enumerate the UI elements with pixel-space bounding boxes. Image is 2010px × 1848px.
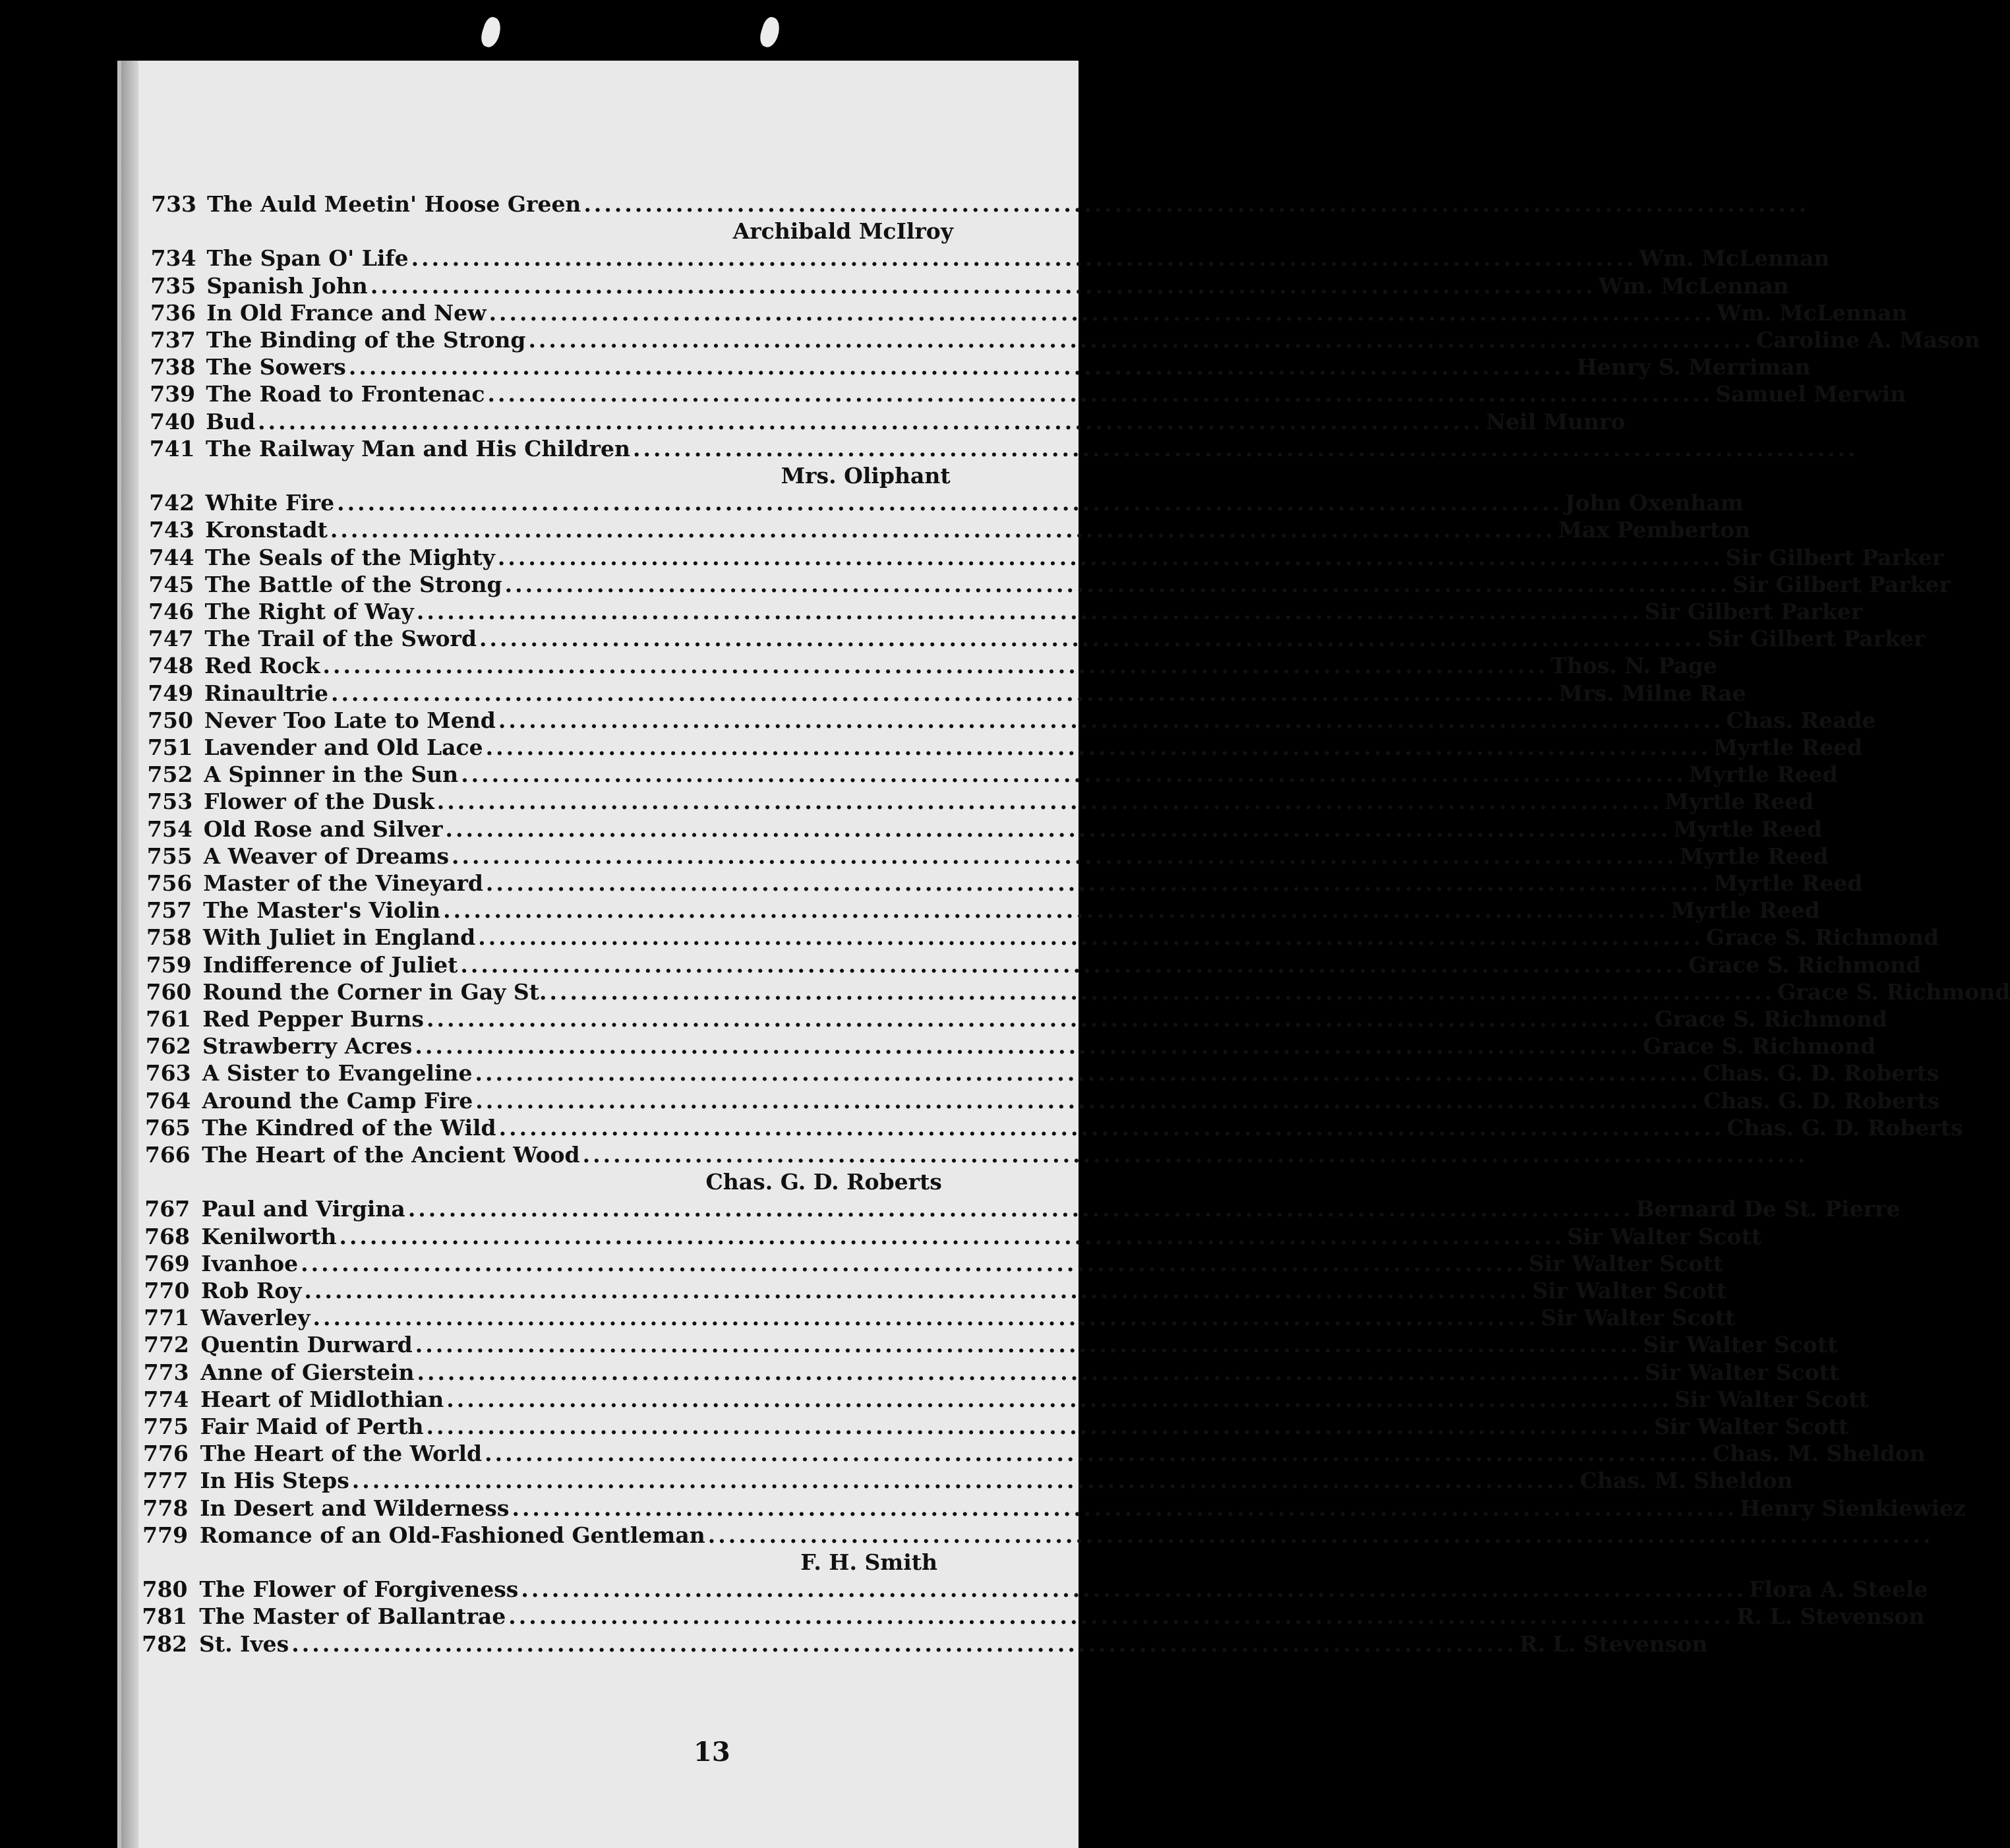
entry-author: Myrtle Reed bbox=[1688, 761, 1838, 788]
entry-title: Master of the Vineyard bbox=[203, 870, 483, 896]
entry-title: In Old France and New bbox=[206, 299, 487, 326]
entry-number: 775 bbox=[143, 1414, 189, 1439]
entry-number: 741 bbox=[149, 435, 195, 462]
entry-title: With Juliet in England bbox=[202, 924, 476, 951]
entry-number: 767 bbox=[144, 1196, 191, 1222]
leader-dots: ........................................................................................................................ bbox=[461, 761, 1686, 788]
entry-number: 757 bbox=[146, 897, 192, 924]
entry-author: Sir Gilbert Parker bbox=[1732, 571, 1951, 597]
entry-title: The Railway Man and His Children bbox=[205, 435, 630, 462]
leader-dots: ........................................................................................................................ bbox=[485, 734, 1711, 760]
entry-author: Chas. Reade bbox=[1726, 707, 1876, 733]
entry-title: Paul and Virgina bbox=[201, 1196, 405, 1222]
leader-dots: ........................................................................................................................ bbox=[707, 1522, 1934, 1548]
entry-number: 773 bbox=[143, 1359, 189, 1385]
entry-author: Archibald McIlroy bbox=[732, 218, 953, 245]
list-item bbox=[202, 978, 2010, 1005]
leader-dots: ........................................................................................................................ bbox=[337, 490, 1562, 516]
list-item bbox=[206, 245, 1830, 272]
leader-dots: ........................................................................................................................ bbox=[370, 272, 1596, 299]
leader-dots: ........................................................................................................................ bbox=[301, 1250, 1526, 1276]
list-item bbox=[203, 843, 1829, 869]
entry-title: Quentin Durward bbox=[200, 1332, 413, 1358]
entry-author: Wm. McLennan bbox=[1598, 272, 1789, 299]
leader-dots: ........................................................................................................................ bbox=[504, 571, 1730, 597]
entry-author: R. L. Stevenson bbox=[1736, 1603, 1925, 1630]
leader-dots: ........................................................................................................................ bbox=[475, 1060, 1701, 1087]
entry-title: St. Ives bbox=[199, 1630, 289, 1657]
list-item bbox=[200, 1414, 1849, 1439]
list-item bbox=[207, 191, 1810, 217]
entry-number: 735 bbox=[150, 272, 196, 299]
list-item bbox=[200, 1332, 1838, 1358]
entry-number: 754 bbox=[147, 816, 192, 842]
entry-title: Ivanhoe bbox=[201, 1250, 299, 1276]
list-item bbox=[203, 870, 1863, 896]
entry-number: 764 bbox=[145, 1087, 191, 1114]
entry-title: Spanish John bbox=[206, 272, 368, 299]
leader-dots: ........................................................................................................................ bbox=[304, 1278, 1530, 1303]
entry-author: Chas. G. D. Roberts bbox=[1703, 1060, 1939, 1087]
entry-number: 747 bbox=[148, 626, 194, 652]
leader-dots: ........................................................................................................................ bbox=[330, 517, 1556, 543]
entry-author: Sir Walter Scott bbox=[1654, 1414, 1849, 1439]
entry-author: Sir Walter Scott bbox=[1674, 1386, 1869, 1412]
entry-number: 770 bbox=[144, 1278, 190, 1303]
list-item bbox=[204, 653, 1717, 679]
list-item bbox=[204, 707, 1876, 733]
entry-title: A Sister to Evangeline bbox=[202, 1060, 473, 1087]
entry-author: John Oxenham bbox=[1564, 490, 1744, 516]
page-mark bbox=[479, 15, 504, 49]
leader-dots: ........................................................................................................................ bbox=[351, 1468, 1578, 1494]
book-page bbox=[117, 61, 2010, 1848]
entry-title: Round the Corner in Gay St. bbox=[202, 978, 547, 1005]
entry-title: In Desert and Wilderness bbox=[200, 1495, 510, 1521]
page-mark bbox=[757, 15, 783, 49]
entry-title: The Trail of the Sword bbox=[204, 626, 477, 652]
entry-author: R. L. Stevenson bbox=[1519, 1630, 1708, 1657]
leader-dots: ........................................................................................................................ bbox=[475, 1087, 1701, 1114]
list-item bbox=[204, 734, 1863, 760]
leader-dots: ........................................................................................................................ bbox=[583, 191, 1810, 217]
entry-title: Indifference of Juliet bbox=[202, 951, 458, 978]
entry-number: 765 bbox=[145, 1114, 191, 1141]
list-item bbox=[206, 299, 1908, 326]
leader-dots: ........................................................................................................................ bbox=[426, 1414, 1652, 1439]
leader-dots: ........................................................................................................................ bbox=[485, 1441, 1710, 1467]
list-item bbox=[200, 1468, 1793, 1494]
leader-dots: ........................................................................................................................ bbox=[417, 1359, 1643, 1385]
entry-title: Strawberry Acres bbox=[202, 1033, 413, 1059]
entry-number: 742 bbox=[149, 490, 195, 516]
entry-author: Mrs. Milne Rae bbox=[1558, 680, 1746, 706]
entry-title: The Span O' Life bbox=[206, 245, 409, 272]
entry-number: 782 bbox=[142, 1630, 187, 1657]
entry-number: 774 bbox=[143, 1386, 189, 1412]
leader-dots: ........................................................................................................................ bbox=[436, 789, 1663, 815]
leader-dots: ........................................................................................................................ bbox=[478, 924, 1703, 951]
entry-author: Myrtle Reed bbox=[1713, 734, 1863, 760]
list-item bbox=[206, 381, 1907, 407]
list-item bbox=[199, 1522, 1934, 1548]
leader-dots: ........................................................................................................................ bbox=[498, 707, 1724, 733]
entry-title: The Master's Violin bbox=[203, 897, 441, 924]
book-list bbox=[121, 61, 2010, 1848]
list-item bbox=[200, 1495, 1966, 1521]
leader-dots: ........................................................................................................................ bbox=[415, 1332, 1641, 1358]
list-item bbox=[202, 1033, 1876, 1059]
page-number: 13 bbox=[694, 1737, 730, 1768]
entry-title: A Weaver of Dreams bbox=[203, 843, 450, 869]
entry-number: 769 bbox=[144, 1250, 190, 1276]
entry-number: 744 bbox=[148, 544, 194, 570]
entry-number: 733 bbox=[151, 191, 196, 217]
leader-dots: ........................................................................................................................ bbox=[460, 951, 1686, 978]
entry-author: Chas. M. Sheldon bbox=[1712, 1441, 1926, 1467]
entry-author: Sir Gilbert Parker bbox=[1707, 626, 1926, 652]
list-item bbox=[201, 1223, 1761, 1249]
entry-title: The Auld Meetin' Hoose Green bbox=[207, 191, 581, 217]
leader-dots: ........................................................................................................................ bbox=[258, 408, 1483, 434]
entry-title: Never Too Late to Mend bbox=[204, 707, 496, 733]
leader-dots: ........................................................................................................................ bbox=[348, 354, 1574, 380]
entry-author: Wm. McLennan bbox=[1717, 299, 1908, 326]
entry-number: 755 bbox=[146, 843, 192, 869]
entry-author: Chas. G. D. Roberts bbox=[1703, 1087, 1940, 1114]
list-item bbox=[204, 626, 1926, 652]
entry-author: Sir Walter Scott bbox=[1643, 1332, 1838, 1358]
entry-title: Red Pepper Burns bbox=[202, 1006, 424, 1032]
leader-dots: ........................................................................................................................ bbox=[487, 381, 1713, 407]
entry-title: Red Rock bbox=[204, 653, 320, 679]
list-item bbox=[202, 1060, 1939, 1087]
list-item bbox=[201, 1250, 1723, 1276]
entry-number: 736 bbox=[150, 299, 196, 326]
list-item bbox=[202, 951, 1922, 978]
list-item bbox=[205, 517, 1751, 543]
entry-number: 738 bbox=[150, 354, 196, 380]
entry-title: Bud bbox=[206, 408, 256, 434]
list-item bbox=[204, 789, 1814, 815]
list-item bbox=[202, 1142, 1808, 1168]
entry-author: Myrtle Reed bbox=[1679, 843, 1829, 869]
list-item bbox=[203, 897, 1820, 924]
entry-number: 772 bbox=[144, 1332, 189, 1358]
entry-author: Myrtle Reed bbox=[1665, 789, 1814, 815]
entry-number: 761 bbox=[146, 1006, 192, 1032]
leader-dots: ........................................................................................................................ bbox=[497, 544, 1723, 570]
list-item bbox=[203, 816, 1823, 842]
list-item bbox=[200, 1359, 1840, 1385]
leader-dots: ........................................................................................................................ bbox=[508, 1603, 1734, 1630]
list-item bbox=[206, 408, 1626, 434]
leader-dots: ........................................................................................................................ bbox=[330, 680, 1556, 706]
entry-title: The Battle of the Strong bbox=[204, 571, 502, 597]
entry-number: 780 bbox=[142, 1576, 188, 1603]
entry-number: 762 bbox=[145, 1033, 191, 1059]
list-item bbox=[200, 1305, 1736, 1331]
list-item bbox=[204, 761, 1838, 788]
entry-title: The Right of Way bbox=[204, 599, 414, 624]
leader-dots: ........................................................................................................................ bbox=[549, 978, 1775, 1005]
entry-title: Flower of the Dusk bbox=[204, 789, 434, 815]
list-item bbox=[202, 1114, 1963, 1141]
entry-author: Bernard De St. Pierre bbox=[1636, 1196, 1901, 1222]
entry-author: Sir Gilbert Parker bbox=[1725, 544, 1944, 570]
entry-author: Myrtle Reed bbox=[1713, 870, 1863, 896]
entry-number: 750 bbox=[148, 707, 193, 733]
leader-dots: ........................................................................................................................ bbox=[339, 1223, 1565, 1249]
entry-author: Myrtle Reed bbox=[1673, 816, 1823, 842]
entry-author: Henry Sienkiewiez bbox=[1740, 1495, 1966, 1521]
list-item bbox=[204, 599, 1863, 624]
entry-author: Sir Walter Scott bbox=[1645, 1359, 1840, 1385]
entry-title: The Flower of Forgiveness bbox=[199, 1576, 519, 1603]
leader-dots: ........................................................................................................................ bbox=[416, 599, 1642, 624]
entry-number: 740 bbox=[149, 408, 195, 434]
entry-title: Kronstadt bbox=[205, 517, 328, 543]
entry-number: 743 bbox=[148, 517, 194, 543]
entry-title: Around the Camp Fire bbox=[202, 1087, 473, 1114]
leader-dots: ........................................................................................................................ bbox=[411, 245, 1637, 272]
leader-dots: ........................................................................................................................ bbox=[632, 435, 1858, 462]
entry-number: 781 bbox=[142, 1603, 188, 1630]
entry-author: Sir Walter Scott bbox=[1541, 1305, 1736, 1331]
entry-number: 737 bbox=[150, 327, 196, 353]
entry-title: The Master of Ballantrae bbox=[199, 1603, 506, 1630]
entry-number: 745 bbox=[148, 571, 194, 597]
entry-number: 758 bbox=[146, 924, 192, 951]
leader-dots: ........................................................................................................................ bbox=[488, 299, 1715, 326]
list-item bbox=[205, 544, 1944, 570]
entry-number: 777 bbox=[142, 1468, 189, 1494]
leader-dots: ........................................................................................................................ bbox=[415, 1033, 1641, 1059]
leader-dots: ........................................................................................................................ bbox=[512, 1495, 1738, 1521]
list-item bbox=[202, 924, 1939, 951]
entry-author: Mrs. Oliphant bbox=[781, 463, 951, 489]
entry-title: Kenilworth bbox=[201, 1223, 337, 1249]
entry-author: Chas. M. Sheldon bbox=[1580, 1468, 1793, 1494]
entry-author: Grace S. Richmond bbox=[1777, 978, 2010, 1005]
list-item bbox=[201, 1196, 1901, 1222]
list-item bbox=[206, 327, 1980, 353]
entry-author: Wm. McLennan bbox=[1639, 245, 1830, 272]
list-item bbox=[204, 571, 1951, 597]
entry-author: Henry S. Merriman bbox=[1576, 354, 1811, 380]
entry-number: 778 bbox=[142, 1495, 189, 1521]
list-item bbox=[199, 1630, 1708, 1657]
entry-author: Chas. G. D. Roberts bbox=[1727, 1114, 1963, 1141]
entry-title: Romance of an Old-Fashioned Gentleman bbox=[199, 1522, 705, 1548]
entry-title: A Spinner in the Sun bbox=[204, 761, 459, 788]
entry-title: Lavender and Old Lace bbox=[204, 734, 483, 760]
list-item bbox=[202, 1006, 1887, 1032]
entry-author: Thos. N. Page bbox=[1551, 653, 1717, 679]
entry-number: 771 bbox=[144, 1305, 190, 1331]
list-item bbox=[200, 1278, 1727, 1303]
entry-title: The Sowers bbox=[206, 354, 346, 380]
list-item bbox=[206, 272, 1789, 299]
list-item bbox=[204, 680, 1746, 706]
entry-title: Rob Roy bbox=[200, 1278, 302, 1303]
entry-author: F. H. Smith bbox=[800, 1549, 937, 1575]
entry-title: The Binding of the Strong bbox=[206, 327, 526, 353]
leader-dots: ........................................................................................................................ bbox=[479, 626, 1705, 652]
entry-title: The Road to Frontenac bbox=[206, 381, 485, 407]
entry-title: Heart of Midlothian bbox=[200, 1386, 444, 1412]
entry-author: Neil Munro bbox=[1485, 408, 1626, 434]
entry-number: 734 bbox=[150, 245, 196, 272]
leader-dots: ........................................................................................................................ bbox=[582, 1142, 1808, 1168]
entry-author: Sir Gilbert Parker bbox=[1644, 599, 1863, 624]
entry-author: Grace S. Richmond bbox=[1688, 951, 1922, 978]
entry-number: 768 bbox=[144, 1223, 190, 1249]
entry-title: Fair Maid of Perth bbox=[200, 1414, 424, 1439]
leader-dots: ........................................................................................................................ bbox=[498, 1114, 1725, 1141]
entry-number: 760 bbox=[146, 978, 192, 1005]
entry-number: 756 bbox=[146, 870, 192, 896]
entry-number: 766 bbox=[144, 1142, 191, 1168]
entry-title: The Kindred of the Wild bbox=[202, 1114, 496, 1141]
entry-title: The Heart of the World bbox=[200, 1441, 483, 1467]
list-item bbox=[205, 490, 1744, 516]
list-item bbox=[205, 435, 1858, 462]
entry-author: Caroline A. Mason bbox=[1756, 327, 1980, 353]
entry-title: Old Rose and Silver bbox=[203, 816, 443, 842]
entry-author: Sir Walter Scott bbox=[1567, 1223, 1761, 1249]
leader-dots: ........................................................................................................................ bbox=[452, 843, 1677, 869]
leader-dots: ........................................................................................................................ bbox=[445, 816, 1671, 842]
entry-number: 753 bbox=[147, 789, 193, 815]
entry-author: Chas. G. D. Roberts bbox=[705, 1169, 942, 1195]
entry-author: Sir Walter Scott bbox=[1532, 1278, 1727, 1303]
entry-author: Sir Walter Scott bbox=[1528, 1250, 1723, 1276]
entry-title: In His Steps bbox=[200, 1468, 349, 1494]
leader-dots: ........................................................................................................................ bbox=[407, 1196, 1634, 1222]
leader-dots: ........................................................................................................................ bbox=[446, 1386, 1672, 1412]
leader-dots: ........................................................................................................................ bbox=[443, 897, 1669, 924]
list-item bbox=[206, 354, 1811, 380]
entry-author: Samuel Merwin bbox=[1715, 381, 1907, 407]
entry-number: 763 bbox=[145, 1060, 191, 1087]
entry-author: Flora A. Steele bbox=[1749, 1576, 1928, 1603]
entry-title: Rinaultrie bbox=[204, 680, 328, 706]
leader-dots: ........................................................................................................................ bbox=[485, 870, 1711, 896]
entry-number: 749 bbox=[148, 680, 194, 706]
entry-author: Max Pemberton bbox=[1558, 517, 1751, 543]
entry-title: Waverley bbox=[200, 1305, 310, 1331]
entry-number: 759 bbox=[146, 951, 192, 978]
entry-title: The Seals of the Mighty bbox=[205, 544, 495, 570]
entry-number: 748 bbox=[148, 653, 194, 679]
entry-number: 751 bbox=[147, 734, 193, 760]
leader-dots: ........................................................................................................................ bbox=[291, 1630, 1517, 1657]
leader-dots: ........................................................................................................................ bbox=[312, 1305, 1539, 1331]
entry-title: Anne of Gierstein bbox=[200, 1359, 415, 1385]
entry-title: White Fire bbox=[205, 490, 335, 516]
list-item bbox=[200, 1386, 1869, 1412]
entry-number: 776 bbox=[142, 1441, 189, 1467]
entry-author: Grace S. Richmond bbox=[1643, 1033, 1876, 1059]
list-item bbox=[202, 1087, 1940, 1114]
leader-dots: ........................................................................................................................ bbox=[528, 327, 1754, 353]
entry-author: Grace S. Richmond bbox=[1654, 1006, 1887, 1032]
entry-number: 739 bbox=[150, 381, 196, 407]
entry-number: 752 bbox=[147, 761, 193, 788]
list-item bbox=[200, 1441, 1926, 1467]
entry-number: 779 bbox=[142, 1522, 189, 1548]
list-item bbox=[199, 1603, 1925, 1630]
list-item bbox=[199, 1576, 1928, 1603]
leader-dots: ........................................................................................................................ bbox=[521, 1576, 1747, 1603]
entry-author: Myrtle Reed bbox=[1670, 897, 1820, 924]
leader-dots: ........................................................................................................................ bbox=[322, 653, 1549, 679]
leader-dots: ........................................................................................................................ bbox=[426, 1006, 1652, 1032]
entry-author: Grace S. Richmond bbox=[1705, 924, 1939, 951]
entry-title: The Heart of the Ancient Wood bbox=[202, 1142, 580, 1168]
entry-number: 746 bbox=[148, 599, 194, 624]
